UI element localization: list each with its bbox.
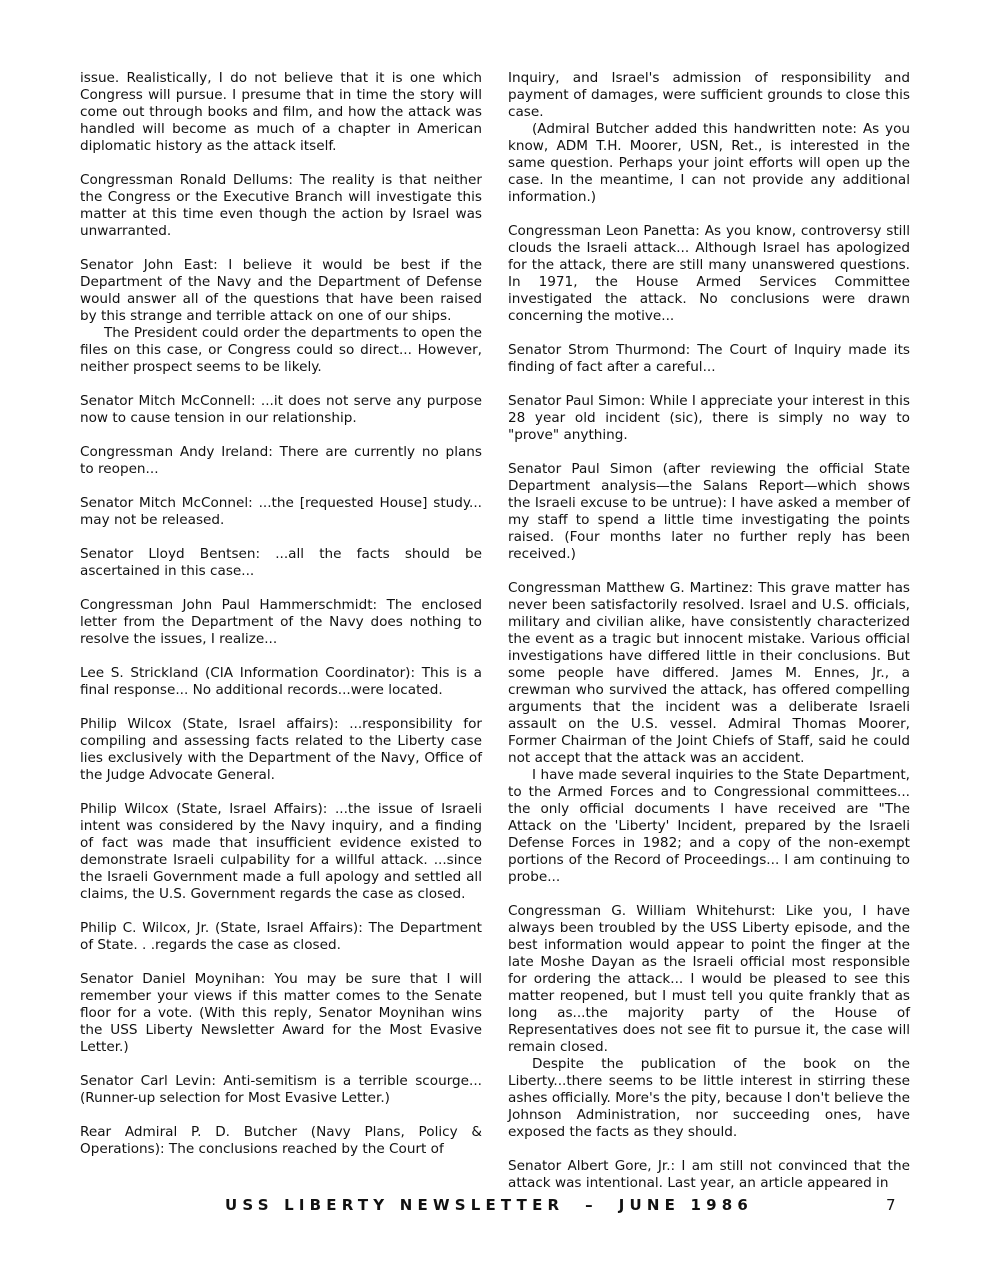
quote-entry xyxy=(508,342,910,376)
quote-entry xyxy=(80,495,482,529)
quote-entry xyxy=(80,665,482,699)
quote-entry xyxy=(80,801,482,903)
quote-paragraph: Congressman John Paul Hammerschmidt: The enclosed letter from the Department of the Navy does nothing to resolve the issues, I realize... xyxy=(80,597,482,647)
quote-paragraph: Congressman Matthew G. Martinez: This grave matter has never been satisfactorily resolved. Israel and U.S. officials, military and civilian alike, have consistently characterized the event as a tragic but innocent mistake. Various official investigations have differed little in their conclusions. But some people have differed. James M. Ennes, Jr., a crewman who survived the attack, has offered compelling arguments that the incident was a deliberate Israeli assault on the U.S. vessel. Admiral Thomas Moorer, Former Chairman of the Joint Chiefs of Staff, said he could not accept that the attack was an accident. xyxy=(508,580,910,766)
quote-entry xyxy=(80,70,482,155)
quote-paragraph: Senator John East: I believe it would be best if the Department of the Navy and the Department of Defense would answer all of the questions that have been raised by this strange and terrible attack on one of our ships. xyxy=(80,257,482,324)
quote-paragraph: Senator Carl Levin: Anti-semitism is a terrible scourge... (Runner-up selection for Most Evasive Letter.) xyxy=(80,1073,482,1106)
right-column xyxy=(508,70,910,1209)
quote-entry xyxy=(508,70,910,206)
quote-entry xyxy=(80,716,482,784)
quote-entry xyxy=(80,444,482,478)
quote-entry xyxy=(80,920,482,954)
quote-entry xyxy=(508,580,910,886)
quote-entry xyxy=(80,546,482,580)
quote-paragraph: Senator Mitch McConnell: ...it does not serve any purpose now to cause tension in our relationship. xyxy=(80,393,482,426)
quote-entry xyxy=(80,971,482,1056)
quote-paragraph: Congressman G. William Whitehurst: Like you, I have always been troubled by the USS Liberty episode, and the best information would appear to point the finger at the late Moshe Dayan as the Israeli official most responsible for ordering the attack... I would be pleased to see this matter reopened, but I must tell you quite frankly that as long as...the majority party of the House of Representatives does not see fit to pursue it, the case will remain closed. xyxy=(508,903,910,1055)
quote-entry xyxy=(508,461,910,563)
left-column xyxy=(80,70,482,1175)
quote-paragraph: Senator Lloyd Bentsen: ...all the facts should be ascertained in this case... xyxy=(80,546,482,579)
quote-paragraph: Despite the publication of the book on the Liberty...there seems to be little interest in stirring these ashes officially. More's the pity, because I don't believe the Johnson Administration, nor succeeding ones, have exposed the facts as they should. xyxy=(508,1056,910,1140)
page-footer xyxy=(0,1197,1000,1219)
quote-entry xyxy=(80,257,482,376)
quote-paragraph: Philip C. Wilcox, Jr. (State, Israel Affairs): The Department of State. . .regards the case as closed. xyxy=(80,920,482,953)
quote-paragraph: Rear Admiral P. D. Butcher (Navy Plans, Policy & Operations): The conclusions reached by the Court of xyxy=(80,1124,482,1157)
quote-paragraph: Senator Mitch McConnel: ...the [requested House] study... may not be released. xyxy=(80,495,482,528)
quote-paragraph: Congressman Leon Panetta: As you know, controversy still clouds the Israeli attack... Although Israel has apologized for the attack, there are still many unanswered questions. In 1971, the House Armed Services Committee investigated the attack. No conclusions were drawn concerning the motive... xyxy=(508,223,910,324)
newsletter-footer-title: USS LIBERTY NEWSLETTER – JUNE 1986 xyxy=(225,1196,754,1214)
quote-paragraph: The President could order the departments to open the files on this case, or Congress could so direct... However, neither prospect seems to be likely. xyxy=(80,325,482,375)
quote-entry xyxy=(508,1158,910,1192)
quote-entry xyxy=(508,223,910,325)
quote-paragraph: Senator Paul Simon (after reviewing the official State Department analysis—the Salans Report—which shows the Israeli excuse to be untrue): I have asked a member of my staff to spend a little time investigating the points raised. (Four months later no further reply has been received.) xyxy=(508,461,910,562)
quote-paragraph: Senator Daniel Moynihan: You may be sure that I will remember your views if this matter comes to the Senate floor for a vote. (With this reply, Senator Moynihan wins the USS Liberty Newsletter Award for the Most Evasive Letter.) xyxy=(80,971,482,1055)
quote-paragraph: Senator Paul Simon: While I appreciate your interest in this 28 year old incident (sic), there is simply no way to "prove" anything. xyxy=(508,393,910,443)
quote-entry xyxy=(508,903,910,1141)
quote-paragraph: I have made several inquiries to the State Department, to the Armed Forces and to Congressional committees... the only official documents I have received are "The Attack on the 'Liberty' Incident, prepared by the Israeli Defense Forces in 1982; and a copy of the non-exempt portions of the Record of Proceedings... I am continuing to probe... xyxy=(508,767,910,885)
quote-paragraph: Lee S. Strickland (CIA Information Coordinator): This is a final response... No additional records...were located. xyxy=(80,665,482,698)
quote-paragraph: Inquiry, and Israel's admission of responsibility and payment of damages, were sufficient grounds to close this case. xyxy=(508,70,910,120)
quote-paragraph: Philip Wilcox (State, Israel Affairs): ...the issue of Israeli intent was considered by the Navy inquiry, and a finding of fact was made that insufficient evidence existed to demonstrate Israeli culpability for a willful attack. ...since the Israeli Government made a full apology and settled all claims, the U.S. Government regards the case as closed. xyxy=(80,801,482,902)
quote-entry xyxy=(508,393,910,444)
quote-paragraph: Congressman Ronald Dellums: The reality is that neither the Congress or the Executive Branch will investigate this matter at this time even though the action by Israel was unwarranted. xyxy=(80,172,482,239)
quote-paragraph: Philip Wilcox (State, Israel affairs): ...responsibility for compiling and assessing facts related to the Liberty case lies exclusively with the Department of the Navy, Office of the Judge Advocate General. xyxy=(80,716,482,783)
quote-entry xyxy=(80,597,482,648)
quote-entry xyxy=(80,1124,482,1158)
quote-paragraph: issue. Realistically, I do not believe that it is one which Congress will pursue. I presume that in time the story will come out through books and film, and how the attack was handled will become as much of a chapter in American diplomatic history as the attack itself. xyxy=(80,70,482,154)
quote-paragraph: (Admiral Butcher added this handwritten note: As you know, ADM T.H. Moorer, USN, Ret., is interested in the same question. Perhaps your joint efforts will open up the case. In the meantime, I can not provide any additional information.) xyxy=(508,121,910,205)
quote-entry xyxy=(80,172,482,240)
quote-paragraph: Congressman Andy Ireland: There are currently no plans to reopen... xyxy=(80,444,482,477)
quote-entry xyxy=(80,1073,482,1107)
quote-paragraph: Senator Strom Thurmond: The Court of Inquiry made its finding of fact after a careful... xyxy=(508,342,910,375)
page-number: 7 xyxy=(886,1196,896,1214)
quote-entry xyxy=(80,393,482,427)
quote-paragraph: Senator Albert Gore, Jr.: I am still not convinced that the attack was intentional. Last year, an article appeared in xyxy=(508,1158,910,1191)
